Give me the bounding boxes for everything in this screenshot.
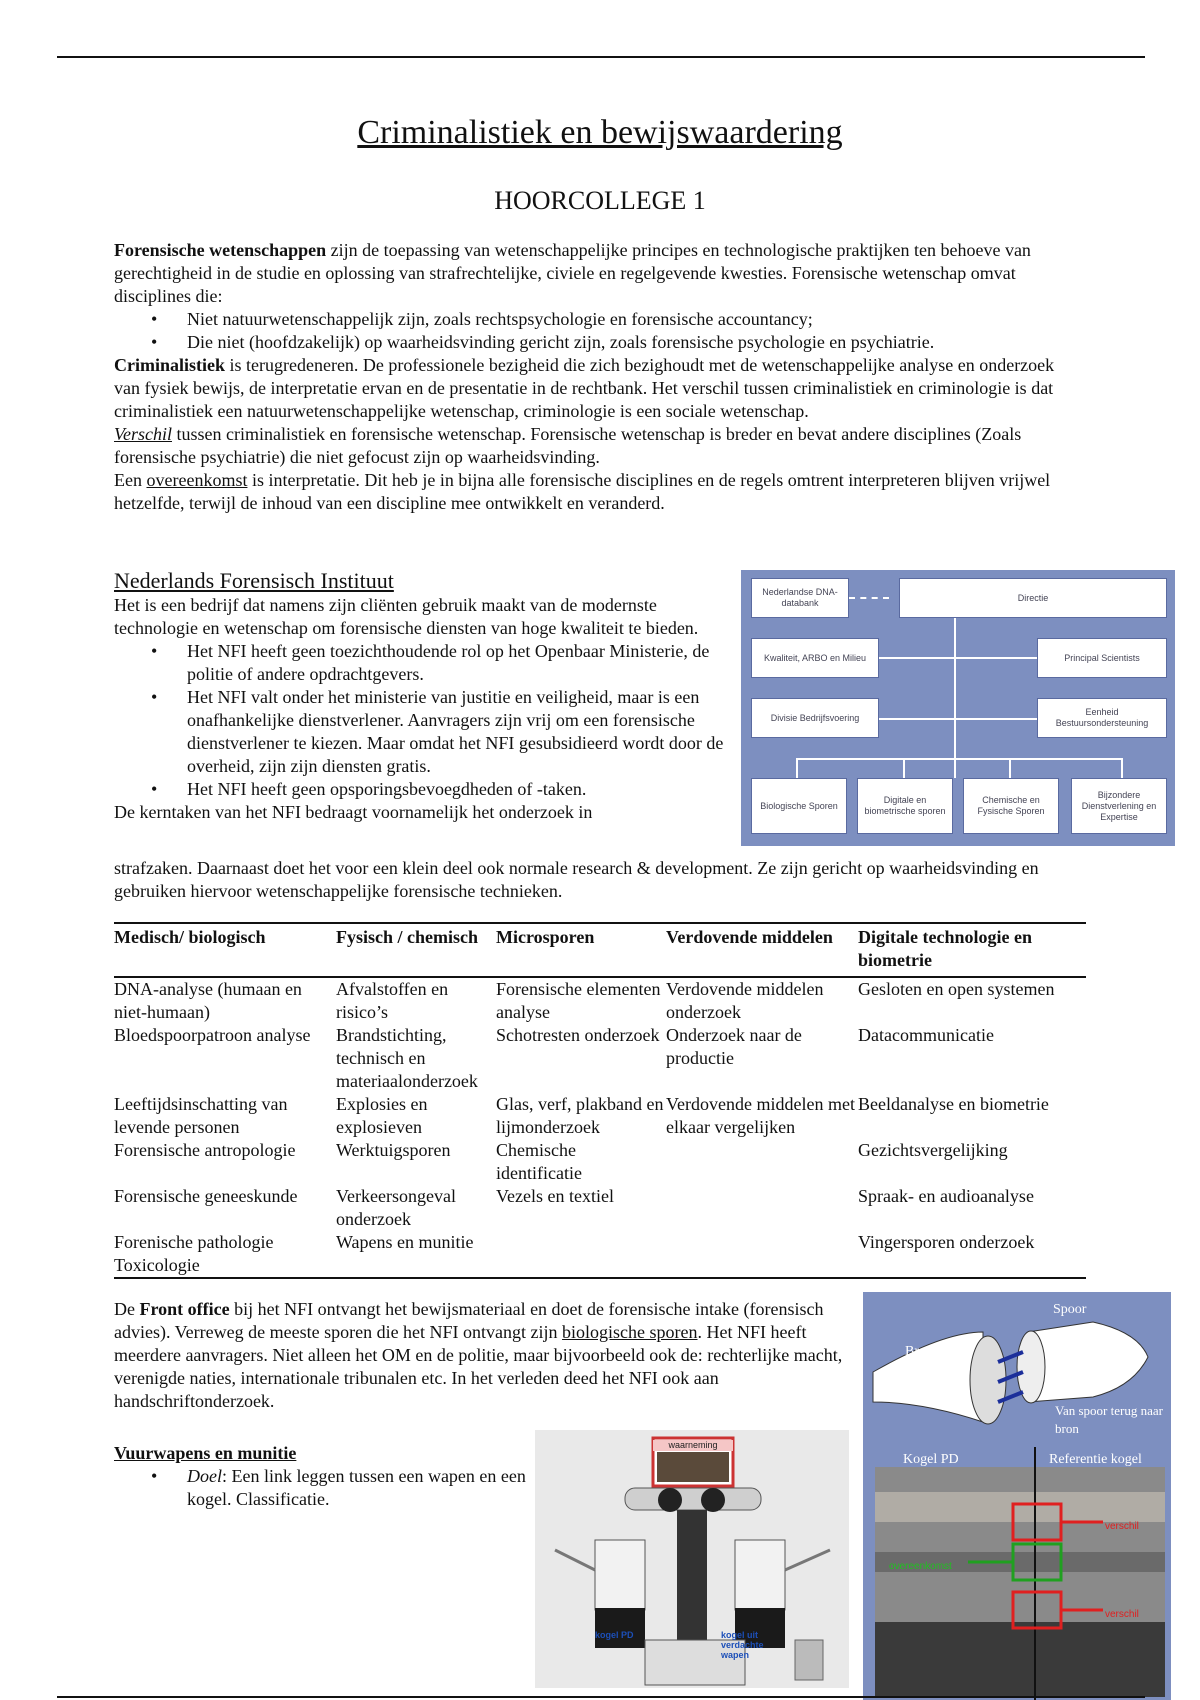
table-cell: Werktuigsporen <box>336 1140 451 1160</box>
criminalistiek-text: is terugredeneren. De professionele bezigheid die zich bezighoudt met de wetenschappelijke analyse en onderzoek van fysiek bewijs, de interpretatie ervan en de presentatie in de rechtbank. Het verschil tussen criminalistiek en criminologie is dat criminalistiek een natuurwetenschappelijke wetenschap, criminologie is een sociale wetenschap. <box>114 355 1055 421</box>
table-row <box>114 1231 1086 1278</box>
bron-label: Bron <box>905 1344 933 1359</box>
list-item <box>114 1465 534 1511</box>
list-item: • Die niet (hoofdzakelijk) op waarheidsvinding gericht zijn, zoals forensische psychologie en psychiatrie. <box>114 331 1074 354</box>
table-cell: Forensische elementen analyse <box>496 979 661 1022</box>
verschil-term: Verschil <box>114 424 172 444</box>
list-item: • Het NFI heeft geen toezichthoudende rol op het Openbaar Ministerie, de politie of andere opdrachtgevers. <box>114 640 734 686</box>
table-header: Medisch/ biologisch <box>114 923 336 977</box>
table-cell: Forenische pathologie Toxicologie <box>114 1231 336 1278</box>
table-header: Verdovende middelen <box>666 923 858 977</box>
org-connector <box>796 758 798 778</box>
table-cell: Bloedspoorpatroon analyse <box>114 1025 311 1045</box>
microscope-drawing <box>535 1430 849 1688</box>
criminalistiek-term: Criminalistiek <box>114 355 225 375</box>
nfi-bullets <box>114 640 734 801</box>
table-cell: Spraak- en audioanalyse <box>858 1186 1034 1206</box>
overeenkomst-pre: Een <box>114 470 147 490</box>
org-dashed-connector <box>849 597 889 599</box>
table-cell: Gezichtsvergelijking <box>858 1140 1008 1160</box>
table-cell: Vingersporen onderzoek <box>858 1231 1086 1278</box>
table-cell: Chemische identificatie <box>496 1140 582 1183</box>
intro-term: Forensische wetenschappen <box>114 240 327 260</box>
overeenkomst-term: overeenkomst <box>146 470 248 490</box>
bottom-rule <box>57 1696 1145 1698</box>
table-cell: Forensische antropologie <box>114 1140 296 1160</box>
doel-label: Doel <box>187 1466 222 1486</box>
kogel-uit-label: kogel uit verdachte wapen <box>721 1630 764 1660</box>
org-box-chemische: Chemische en Fysische Sporen <box>963 778 1059 834</box>
van-spoor-label: Van spoor terug naar bron <box>1055 1403 1163 1436</box>
org-box-principal: Principal Scientists <box>1037 638 1167 678</box>
intro-bullets <box>114 308 1074 354</box>
referentie-kogel-label: Referentie kogel <box>1049 1452 1142 1467</box>
nfi-section <box>114 568 734 824</box>
table-row <box>114 1139 1086 1185</box>
table-cell: Leeftijdsinschatting van levende personen <box>114 1094 288 1137</box>
kogel-pd-image-label: Kogel PD <box>903 1452 959 1467</box>
front-text-1: bij het NFI ontvangt het bewijsmateriaal en doet de forensische intake (forensisch advies). Verreweg de meeste sporen die het NFI ontvangt zijn <box>114 1299 824 1342</box>
org-box-bio: Biologische Sporen <box>751 778 847 834</box>
bullet-comparison-image <box>863 1292 1171 1700</box>
table-row <box>114 1024 1086 1093</box>
biologische-sporen-term: biologische sporen <box>562 1322 698 1342</box>
table-row <box>114 1185 1086 1231</box>
intro-text: zijn de toepassing van wetenschappelijke principes en technologische praktijken ten behoeve van gerechtigheid in de studie en oplossing van strafrechtelijke, civiele en regelgevende kwesties. Forensische wetenschap omvat disciplines die: <box>114 240 1031 306</box>
nfi-kern-line1: De kerntaken van het NFI bedraagt voornamelijk het onderzoek in <box>114 802 593 822</box>
list-item: • Het NFI heeft geen opsporingsbevoegdheden of -taken. <box>114 778 734 801</box>
table-cell: Beeldanalyse en biometrie <box>858 1094 1049 1114</box>
verschil-text: tussen criminalistiek en forensische wetenschap. Forensische wetenschap is breder en bevat andere disciplines (Zoals forensische psychiatrie) die niet gefocust zijn op waarheidsvinding. <box>114 424 1022 467</box>
disciplines-table <box>114 922 1086 1279</box>
overeenkomst-paragraph <box>114 469 1074 515</box>
table-cell: Onderzoek naar de productie <box>666 1025 802 1068</box>
front-text-2: . Het NFI heeft meerdere aanvragers. Niet alleen het OM en de politie, maar bijvoorbeeld ook de: rechterlijke macht, verenigde naties, internationale tribunalen etc. In het verleden deed het NFI ook aan handschriftonderzoek. <box>114 1322 843 1411</box>
overeenkomst-label: overeenkomst <box>889 1561 952 1572</box>
table-cell <box>666 1139 858 1185</box>
doel-text: : Een link leggen tussen een wapen en een kogel. Classificatie. <box>187 1466 526 1509</box>
page-title: Criminalistiek en bewijswaardering <box>357 114 843 151</box>
table-header-row <box>114 923 1086 977</box>
overeenkomst-text: is interpretatie. Dit heb je in bijna alle forensische disciplines en de regels omtrent interpreteren blijven vrijwel hetzelfde, terwijl de inhoud van een discipline mee ontwikkelt en veranderd. <box>114 470 1051 513</box>
org-connector <box>1121 758 1123 778</box>
table-cell: DNA-analyse (humaan en niet-humaan) <box>114 979 302 1022</box>
org-connector <box>1009 758 1011 778</box>
org-connector <box>954 601 956 778</box>
table-row <box>114 977 1086 1024</box>
table-cell: Afvalstoffen en risico’s <box>336 979 449 1022</box>
table-cell: Schotresten onderzoek <box>496 1025 660 1045</box>
list-item: • Het NFI valt onder het ministerie van justitie en veiligheid, maar is een onafhankelijke dienstverlener. Aanvragers zijn vrij om een forensische dienstverlener te kiezen. Maar omdat het NFI gesubsidieerd wordt door de overheid, zijn zijn diensten gratis. <box>114 686 734 778</box>
table-cell <box>666 1231 858 1278</box>
table-header: Fysisch / chemisch <box>336 923 496 977</box>
nfi-heading: Nederlands Forensisch Instituut <box>114 568 394 593</box>
intro-paragraph <box>114 239 1074 308</box>
page-subtitle: HOORCOLLEGE 1 <box>494 186 706 215</box>
org-connector <box>796 758 1121 760</box>
criminalistiek-paragraph <box>114 354 1074 423</box>
intro-section <box>114 239 1074 515</box>
vuurwapens-section <box>114 1442 534 1511</box>
org-box-divisie: Divisie Bedrijfsvoering <box>751 698 879 738</box>
nfi-kern-rest: strafzaken. Daarnaast doet het voor een klein deel ook normale research & development. Ze zijn gericht op waarheidsvinding en gebruiken hiervoor wetenschappelijke forensische technieken. <box>114 858 1039 901</box>
table-cell: Verkeersongeval onderzoek <box>336 1186 456 1229</box>
top-rule <box>57 56 1145 58</box>
table-cell: Forensische geneeskunde <box>114 1186 298 1206</box>
waarneming-label: waarneming <box>653 1440 733 1451</box>
table-cell: Datacommunicatie <box>858 1025 994 1045</box>
table-cell: Wapens en munitie <box>336 1231 496 1278</box>
comparison-microscope-image <box>535 1430 849 1688</box>
org-chart <box>741 570 1175 846</box>
table-cell: Vezels en textiel <box>496 1186 614 1206</box>
table-header: Digitale technologie en biometrie <box>858 923 1086 977</box>
table-cell <box>666 1185 858 1231</box>
org-box-digitale: Digitale en biometrische sporen <box>857 778 953 834</box>
org-box-eenheid: Eenheid Bestuursondersteuning <box>1037 698 1167 738</box>
org-box-kwaliteit: Kwaliteit, ARBO en Milieu <box>751 638 879 678</box>
org-box-bijzondere: Bijzondere Dienstverlening en Expertise <box>1071 778 1167 834</box>
table-cell: Brandstichting, technisch en materiaalonderzoek <box>336 1025 478 1091</box>
verschil-label-2: verschil <box>1105 1609 1139 1620</box>
org-box-dna: Nederlandse DNA-databank <box>751 578 849 618</box>
list-item: • Niet natuurwetenschappelijk zijn, zoals rechtspsychologie en forensische accountancy; <box>114 308 1074 331</box>
table-header: Microsporen <box>496 923 666 977</box>
kogel-pd-label: kogel PD <box>595 1630 634 1640</box>
org-connector <box>903 758 905 778</box>
vuurwapens-bullets <box>114 1465 534 1511</box>
table-cell: Verdovende middelen met elkaar vergelijken <box>666 1094 855 1137</box>
front-office-paragraph <box>114 1298 849 1413</box>
table-cell: Explosies en explosieven <box>336 1094 428 1137</box>
front-pre: De <box>114 1299 140 1319</box>
table-cell: Glas, verf, plakband en lijmonderzoek <box>496 1094 664 1137</box>
table-cell: Verdovende middelen onderzoek <box>666 979 824 1022</box>
spoor-label: Spoor <box>1053 1302 1087 1317</box>
org-box-directie: Directie <box>899 578 1167 618</box>
front-office-term: Front office <box>139 1299 230 1319</box>
table-cell <box>496 1231 666 1278</box>
table-row <box>114 1093 1086 1139</box>
table-cell: Gesloten en open systemen <box>858 979 1055 999</box>
nfi-intro: Het is een bedrijf dat namens zijn cliënten gebruik maakt van de modernste technologie en wetenschap om forensische diensten van hoge kwaliteit te bieden. <box>114 595 699 638</box>
verschil-paragraph <box>114 423 1074 469</box>
verschil-label-1: verschil <box>1105 1521 1139 1532</box>
vuurwapens-heading: Vuurwapens en munitie <box>114 1443 297 1463</box>
